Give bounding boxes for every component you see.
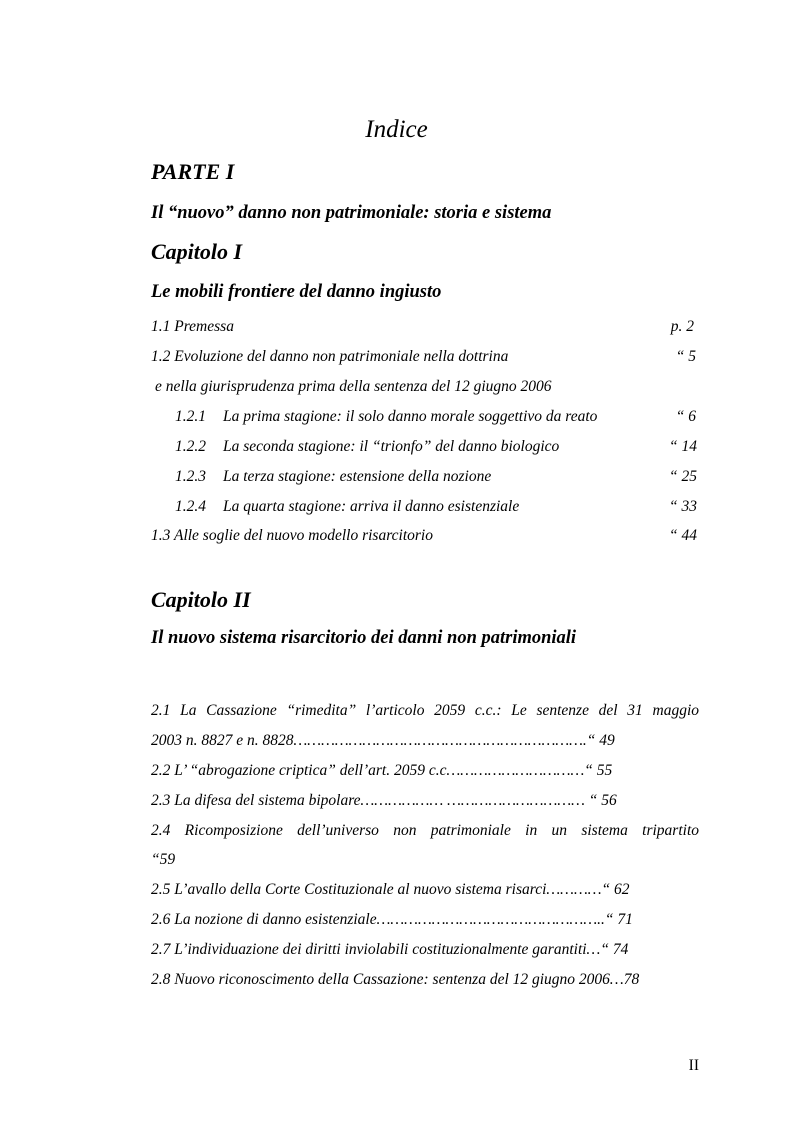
toc-entry-2-1-continued: 2003 n. 8827 e n. 8828……………………………………………………….“ 49 — [151, 732, 615, 749]
toc-page-1-1: p. 2 — [670, 318, 694, 335]
toc-number-1-2-4: 1.2.4 — [175, 498, 206, 515]
toc-entry-1-2: 1.2 Evoluzione del danno non patrimoniale nella dottrina — [151, 348, 509, 365]
toc-entry-2-6: 2.6 La nozione di danno esistenziale…………………………………………..“ 71 — [151, 911, 633, 928]
toc-page-1-2-4: “ 33 — [669, 498, 697, 515]
toc-number-1-2-3: 1.2.3 — [175, 468, 206, 485]
chapter-2-heading: Capitolo II — [151, 587, 251, 612]
toc-entry-1-2-2: La seconda stagione: il “trionfo” del danno biologico — [223, 438, 560, 455]
toc-entry-2-7: 2.7 L’individuazione dei diritti inviolabili costituzionalmente garantiti…“ 74 — [151, 941, 629, 958]
toc-entry-2-3: 2.3 La difesa del sistema bipolare……………… ………………………… “ 56 — [151, 792, 617, 809]
toc-entry-2-2: 2.2 L’ “abrogazione criptica” dell’art. 2059 c.c…………………………“ 55 — [151, 762, 613, 779]
toc-number-1-2-1: 1.2.1 — [175, 408, 206, 425]
toc-entry-1-2-3: La terza stagione: estensione della nozione — [223, 468, 492, 485]
toc-entry-2-4-continued: “59 — [151, 851, 176, 868]
toc-entry-2-8: 2.8 Nuovo riconoscimento della Cassazione: sentenza del 12 giugno 2006…78 — [151, 971, 640, 988]
toc-page-1-2-2: “ 14 — [669, 438, 697, 455]
toc-entry-2-4: 2.4 Ricomposizione dell’universo non patrimoniale in un sistema tripartito — [151, 822, 699, 839]
toc-entry-1-2-continued: e nella giurisprudenza prima della sentenza del 12 giugno 2006 — [155, 378, 552, 395]
toc-page-1-2-3: “ 25 — [669, 468, 697, 485]
toc-entry-1-2-4: La quarta stagione: arriva il danno esistenziale — [223, 498, 520, 515]
part-subtitle: Il “nuovo” danno non patrimoniale: storia e sistema — [151, 203, 552, 223]
part-heading: PARTE I — [151, 159, 235, 184]
toc-entry-2-5: 2.5 L’avallo della Corte Costituzionale al nuovo sistema risarci…………“ 62 — [151, 881, 630, 898]
toc-page-1-2-1: “ 6 — [675, 408, 696, 425]
toc-entry-2-1: 2.1 La Cassazione “rimedita” l’articolo 2059 c.c.: Le sentenze del 31 maggio — [151, 702, 699, 719]
toc-entry-1-1: 1.1 Premessa — [151, 318, 234, 335]
index-title: Indice — [365, 116, 428, 143]
toc-entry-1-3: 1.3 Alle soglie del nuovo modello risarcitorio — [151, 527, 433, 544]
toc-entry-1-2-1: La prima stagione: il solo danno morale soggettivo da reato — [223, 408, 598, 425]
toc-page-1-2: “ 5 — [675, 348, 696, 365]
chapter-2-subtitle: Il nuovo sistema risarcitorio dei danni non patrimoniali — [151, 628, 577, 648]
toc-number-1-2-2: 1.2.2 — [175, 438, 206, 455]
chapter-1-heading: Capitolo I — [151, 239, 243, 264]
page-number: II — [688, 1057, 699, 1074]
chapter-1-subtitle: Le mobili frontiere del danno ingiusto — [151, 282, 442, 302]
toc-page-1-3: “ 44 — [669, 527, 697, 544]
